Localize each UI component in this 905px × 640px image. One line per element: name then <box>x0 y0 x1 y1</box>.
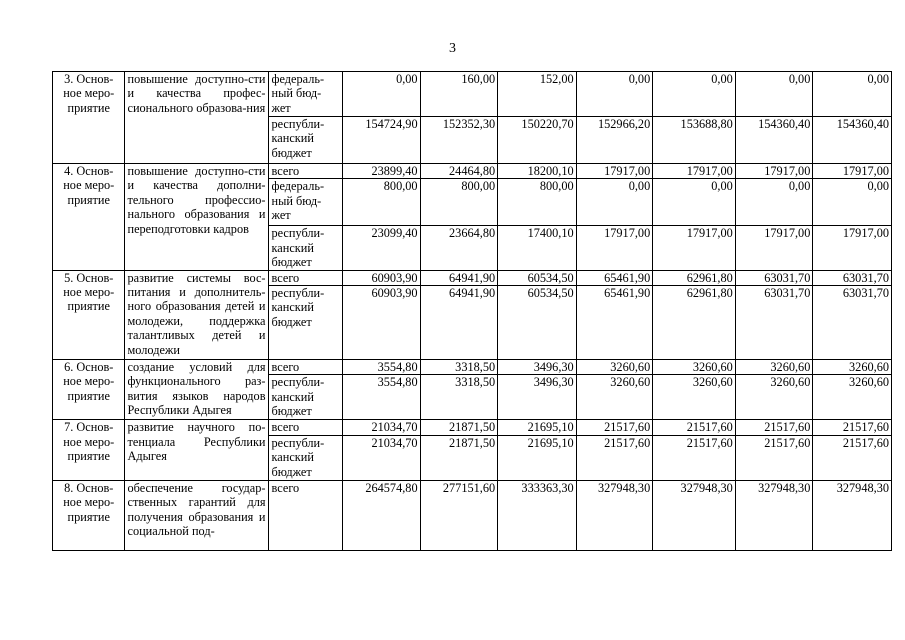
activity-cell: 5. Основ-ное меро-приятие <box>53 270 125 359</box>
value-cell: 23899,40 <box>343 164 421 179</box>
value-cell: 17917,00 <box>735 164 813 179</box>
description-cell: создание условий для функционального раз-вития языков народов Республики Адыгея <box>124 360 268 420</box>
value-cell: 18200,10 <box>498 164 577 179</box>
value-cell: 17917,00 <box>735 226 813 270</box>
funding-source-cell: республи-канский бюджет <box>268 117 343 164</box>
value-cell: 154360,40 <box>813 117 892 164</box>
value-cell: 277151,60 <box>420 480 498 550</box>
value-cell: 63031,70 <box>813 286 892 360</box>
activity-cell: 3. Основ-ное меро-приятие <box>53 72 125 164</box>
budget-table <box>52 71 892 551</box>
value-cell: 154360,40 <box>735 117 813 164</box>
value-cell: 60534,50 <box>498 286 577 360</box>
value-cell: 327948,30 <box>653 480 736 550</box>
value-cell: 21695,10 <box>498 420 577 435</box>
value-cell: 21517,60 <box>576 435 653 480</box>
value-cell: 63031,70 <box>735 286 813 360</box>
table-row <box>53 164 892 179</box>
description-cell: повышение доступно-сти и качества профес-сионального образова-ния <box>124 72 268 164</box>
value-cell: 3318,50 <box>420 360 498 375</box>
value-cell: 21871,50 <box>420 435 498 480</box>
value-cell: 17917,00 <box>576 164 653 179</box>
value-cell: 3554,80 <box>343 360 421 375</box>
activity-cell: 4. Основ-ное меро-приятие <box>53 164 125 271</box>
funding-source-cell: республи-канский бюджет <box>268 286 343 360</box>
value-cell: 65461,90 <box>576 286 653 360</box>
value-cell: 3260,60 <box>576 375 653 420</box>
value-cell: 62961,80 <box>653 270 736 285</box>
value-cell: 63031,70 <box>735 270 813 285</box>
value-cell: 17917,00 <box>653 226 736 270</box>
value-cell: 327948,30 <box>813 480 892 550</box>
value-cell: 21695,10 <box>498 435 577 480</box>
value-cell: 800,00 <box>498 179 577 226</box>
value-cell: 0,00 <box>735 72 813 117</box>
value-cell: 21871,50 <box>420 420 498 435</box>
value-cell: 160,00 <box>420 72 498 117</box>
description-cell: развитие системы вос-питания и дополнитель-ного образования детей и молодежи, поддержка талантливых детей и молодежи <box>124 270 268 359</box>
value-cell: 60903,90 <box>343 286 421 360</box>
value-cell: 21517,60 <box>735 420 813 435</box>
value-cell: 3260,60 <box>735 375 813 420</box>
value-cell: 21517,60 <box>813 420 892 435</box>
value-cell: 3260,60 <box>813 360 892 375</box>
value-cell: 21517,60 <box>653 435 736 480</box>
description-cell: обеспечение государ-ственных гарантий для получения образования и социальной под- <box>124 480 268 550</box>
value-cell: 0,00 <box>813 179 892 226</box>
funding-source-cell: всего <box>268 480 343 550</box>
description-cell: развитие научного по-тенциала Республики Адыгея <box>124 420 268 480</box>
table-row <box>53 480 892 550</box>
value-cell: 60534,50 <box>498 270 577 285</box>
table-row <box>53 270 892 285</box>
value-cell: 21034,70 <box>343 420 421 435</box>
value-cell: 3496,30 <box>498 360 577 375</box>
value-cell: 21517,60 <box>576 420 653 435</box>
value-cell: 17917,00 <box>813 226 892 270</box>
value-cell: 0,00 <box>813 72 892 117</box>
description-cell: повышение доступно-сти и качества дополни-тельного профессио-нального образования и переподготовки кадров <box>124 164 268 271</box>
value-cell: 3260,60 <box>813 375 892 420</box>
value-cell: 17917,00 <box>653 164 736 179</box>
value-cell: 24464,80 <box>420 164 498 179</box>
funding-source-cell: всего <box>268 420 343 435</box>
value-cell: 3260,60 <box>576 360 653 375</box>
value-cell: 264574,80 <box>343 480 421 550</box>
value-cell: 3260,60 <box>653 375 736 420</box>
funding-source-cell: федераль-ный бюд-жет <box>268 179 343 226</box>
value-cell: 3260,60 <box>735 360 813 375</box>
value-cell: 150220,70 <box>498 117 577 164</box>
value-cell: 21517,60 <box>735 435 813 480</box>
value-cell: 60903,90 <box>343 270 421 285</box>
value-cell: 333363,30 <box>498 480 577 550</box>
value-cell: 152,00 <box>498 72 577 117</box>
value-cell: 23664,80 <box>420 226 498 270</box>
funding-source-cell: всего <box>268 360 343 375</box>
page-number: 3 <box>449 41 456 56</box>
value-cell: 23099,40 <box>343 226 421 270</box>
funding-source-cell: республи-канский бюджет <box>268 435 343 480</box>
value-cell: 0,00 <box>653 72 736 117</box>
funding-source-cell: республи-канский бюджет <box>268 375 343 420</box>
table-row <box>53 72 892 117</box>
value-cell: 327948,30 <box>735 480 813 550</box>
value-cell: 21517,60 <box>653 420 736 435</box>
value-cell: 0,00 <box>576 179 653 226</box>
value-cell: 152966,20 <box>576 117 653 164</box>
value-cell: 800,00 <box>343 179 421 226</box>
value-cell: 0,00 <box>735 179 813 226</box>
value-cell: 3496,30 <box>498 375 577 420</box>
value-cell: 17917,00 <box>576 226 653 270</box>
funding-source-cell: республи-канский бюджет <box>268 226 343 270</box>
activity-cell: 7. Основ-ное меро-приятие <box>53 420 125 480</box>
funding-source-cell: федераль-ный бюд-жет <box>268 72 343 117</box>
value-cell: 3318,50 <box>420 375 498 420</box>
value-cell: 63031,70 <box>813 270 892 285</box>
table-row <box>53 360 892 375</box>
activity-cell: 6. Основ-ное меро-приятие <box>53 360 125 420</box>
value-cell: 64941,90 <box>420 286 498 360</box>
value-cell: 65461,90 <box>576 270 653 285</box>
value-cell: 0,00 <box>576 72 653 117</box>
value-cell: 21034,70 <box>343 435 421 480</box>
funding-source-cell: всего <box>268 270 343 285</box>
value-cell: 3260,60 <box>653 360 736 375</box>
value-cell: 64941,90 <box>420 270 498 285</box>
value-cell: 0,00 <box>653 179 736 226</box>
value-cell: 153688,80 <box>653 117 736 164</box>
table-row <box>53 420 892 435</box>
value-cell: 800,00 <box>420 179 498 226</box>
activity-cell: 8. Основ-ное меро-приятие <box>53 480 125 550</box>
value-cell: 0,00 <box>343 72 421 117</box>
value-cell: 17917,00 <box>813 164 892 179</box>
value-cell: 21517,60 <box>813 435 892 480</box>
funding-source-cell: всего <box>268 164 343 179</box>
value-cell: 17400,10 <box>498 226 577 270</box>
value-cell: 154724,90 <box>343 117 421 164</box>
value-cell: 62961,80 <box>653 286 736 360</box>
value-cell: 152352,30 <box>420 117 498 164</box>
value-cell: 3554,80 <box>343 375 421 420</box>
value-cell: 327948,30 <box>576 480 653 550</box>
